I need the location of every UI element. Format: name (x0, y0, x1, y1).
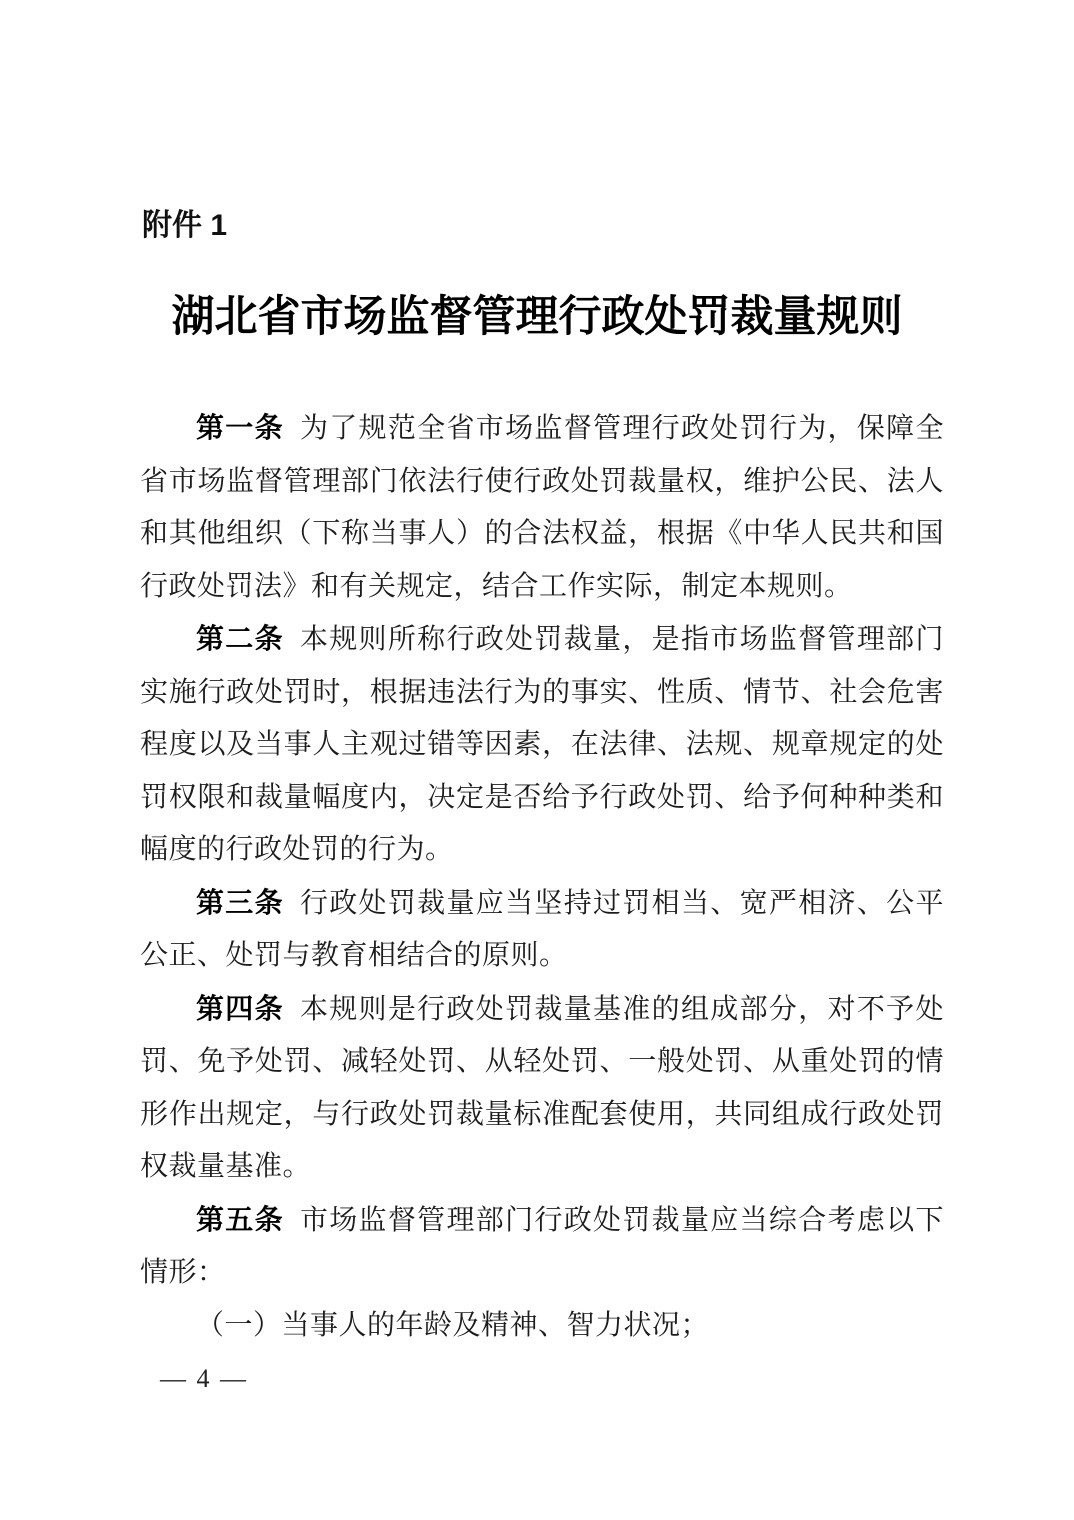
article-5-text: 市场监督管理部门行政处罚裁量应当综合考虑以下情形： (140, 1204, 944, 1288)
page-number-label: — 4 — (160, 1364, 248, 1393)
document-title: 湖北省市场监督管理行政处罚裁量规则 (171, 294, 903, 341)
paragraph-article-1 (140, 402, 944, 613)
paragraph-article-5 (140, 1194, 944, 1300)
article-3-number: 第三条 (196, 886, 284, 918)
article-4-text: 本规则是行政处罚裁量基准的组成部分，对不予处罚、免予处罚、减轻处罚、从轻处罚、一般处罚、从重处罚的情形作出规定，与行政处罚裁量标准配套使用，共同组成行政处罚权裁量基准。 (140, 993, 944, 1182)
article-1-text: 为了规范全省市场监督管理行政处罚行为，保障全省市场监督管理部门依法行使行政处罚裁量权，维护公民、法人和其他组织（下称当事人）的合法权益，根据《中华人民共和国行政处罚法》和有关规定，结合工作实际，制定本规则。 (140, 413, 944, 602)
attachment-label: 附件 1 (142, 209, 228, 242)
document-body (140, 402, 944, 1352)
paragraph-article-2 (140, 613, 944, 877)
article-2-number: 第二条 (196, 623, 284, 654)
paragraph-article-4 (140, 983, 944, 1194)
paragraph-list-item-1 (140, 1300, 944, 1353)
list-item-1-text: （一）当事人的年龄及精神、智力状况； (196, 1309, 710, 1341)
paragraph-article-3 (140, 877, 944, 983)
article-1-number: 第一条 (196, 412, 284, 443)
article-2-text: 本规则所称行政处罚裁量，是指市场监督管理部门实施行政处罚时，根据违法行为的事实、性质、情节、社会危害程度以及当事人主观过错等因素，在法律、法规、规章规定的处罚权限和裁量幅度内，决定是否给予行政处罚、给予何种种类和幅度的行政处罚的行为。 (140, 624, 944, 865)
article-3-text: 行政处罚裁量应当坚持过罚相当、宽严相济、公平公正、处罚与教育相结合的原则。 (140, 887, 944, 971)
article-5-number: 第五条 (196, 1203, 284, 1235)
page-number (160, 1364, 248, 1394)
article-4-number: 第四条 (196, 992, 284, 1024)
